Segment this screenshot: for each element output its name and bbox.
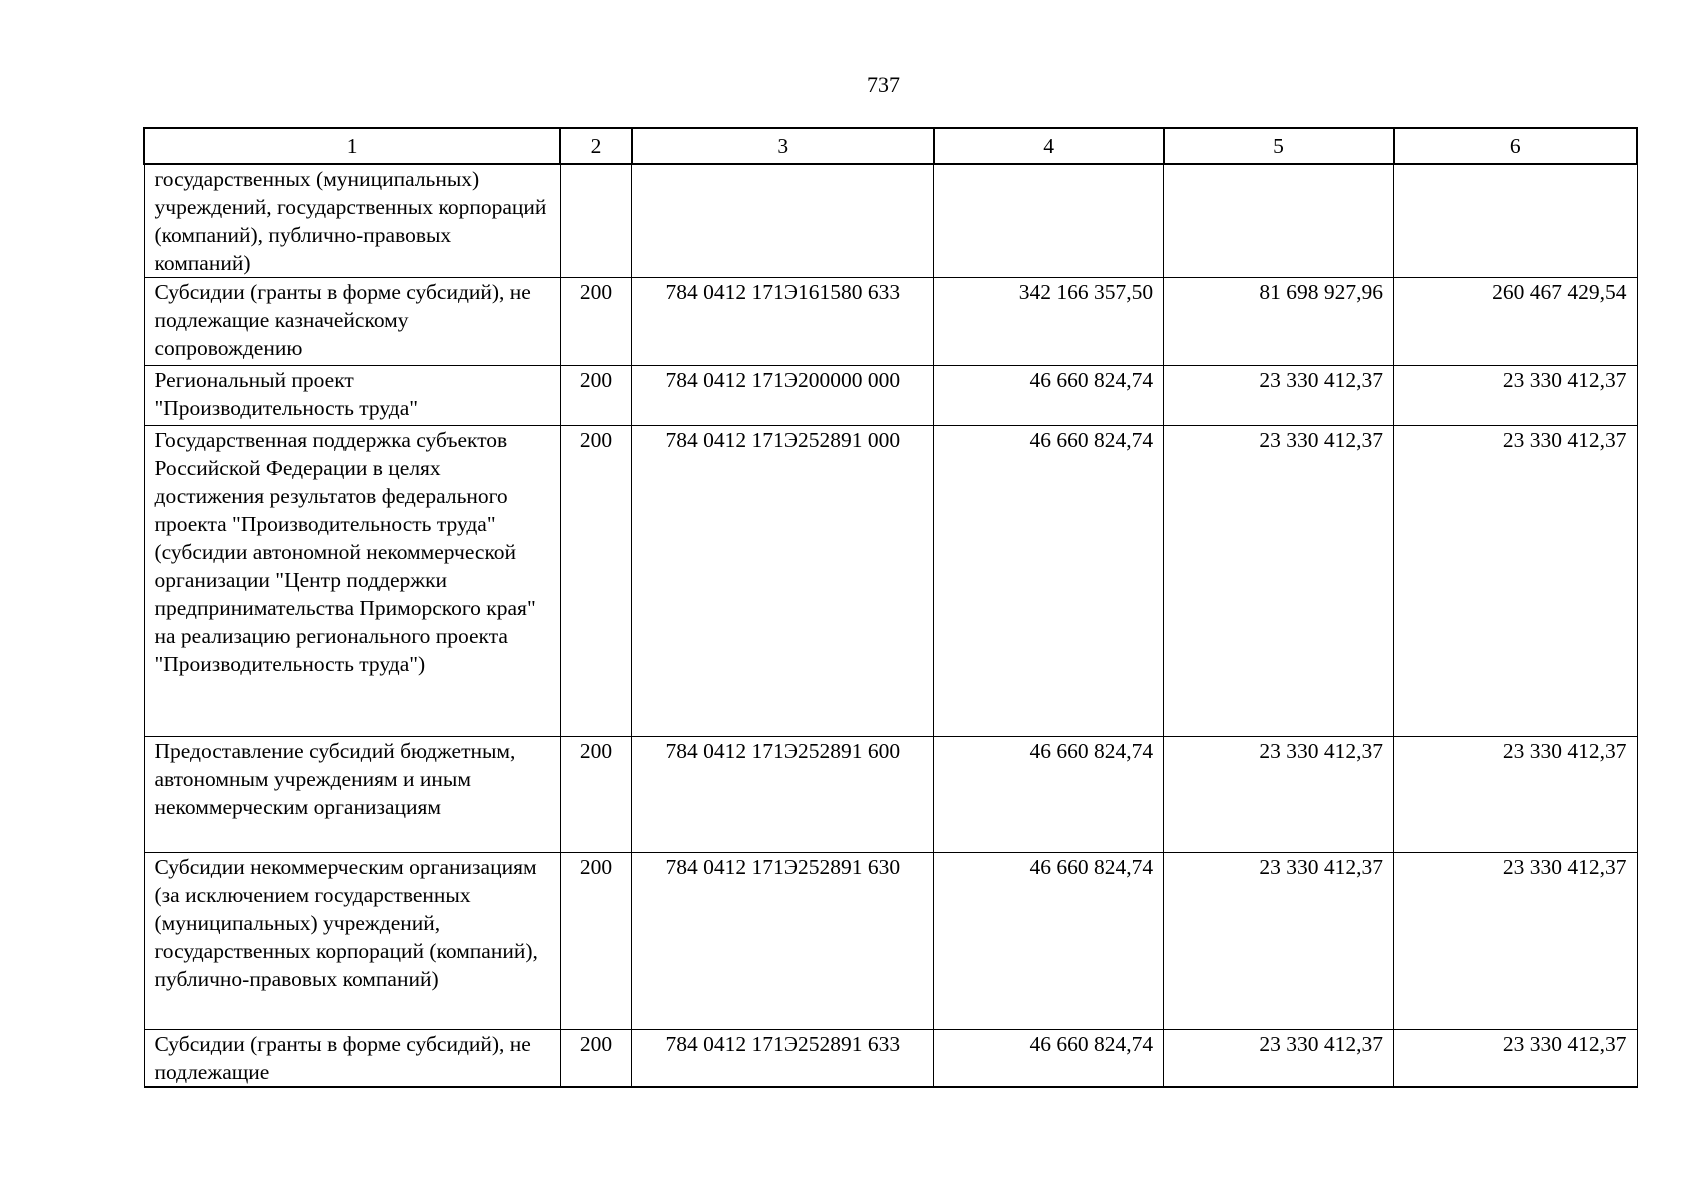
table-row — [144, 278, 1637, 366]
row-code: 784 0412 171Э252891 600 — [632, 737, 934, 853]
row-amount-6 — [1394, 164, 1638, 278]
row-section: 200 — [560, 853, 632, 1030]
row-code: 784 0412 171Э161580 633 — [632, 278, 934, 366]
row-amount-4: 46 660 824,74 — [934, 426, 1164, 737]
row-name: государственных (муниципальных) учреждений, государственных корпораций (компаний), публично-правовых компаний) — [144, 164, 560, 278]
row-amount-5: 23 330 412,37 — [1164, 426, 1394, 737]
row-code: 784 0412 171Э252891 630 — [632, 853, 934, 1030]
row-section: 200 — [560, 278, 632, 366]
header-col-2: 2 — [560, 128, 632, 164]
row-amount-6: 23 330 412,37 — [1394, 1030, 1638, 1088]
row-name: Субсидии (гранты в форме субсидий), не подлежащие казначейскому сопровождению — [144, 278, 560, 366]
row-code: 784 0412 171Э200000 000 — [632, 366, 934, 426]
row-name: Предоставление субсидий бюджетным, автономным учреждениям и иным некоммерческим организациям — [144, 737, 560, 853]
row-name: Субсидии некоммерческим организациям (за исключением государственных (муниципальных) учреждений, государственных корпораций (компаний), публично-правовых компаний) — [144, 853, 560, 1030]
row-amount-5: 23 330 412,37 — [1164, 1030, 1394, 1088]
row-amount-5: 81 698 927,96 — [1164, 278, 1394, 366]
table-row — [144, 1030, 1637, 1088]
row-amount-6: 23 330 412,37 — [1394, 853, 1638, 1030]
row-amount-4: 46 660 824,74 — [934, 853, 1164, 1030]
row-amount-5: 23 330 412,37 — [1164, 853, 1394, 1030]
row-name: Региональный проект "Производительность труда" — [144, 366, 560, 426]
table-header-row — [144, 128, 1637, 164]
table-row — [144, 426, 1637, 737]
row-section: 200 — [560, 366, 632, 426]
row-amount-5 — [1164, 164, 1394, 278]
row-amount-4: 342 166 357,50 — [934, 278, 1164, 366]
page-number: 737 — [867, 72, 900, 97]
row-section: 200 — [560, 1030, 632, 1088]
row-code: 784 0412 171Э252891 000 — [632, 426, 934, 737]
table-row — [144, 853, 1637, 1030]
row-name: Государственная поддержка субъектов Российской Федерации в целях достижения результатов федерального проекта "Производительность труда" (субсидии автономной некоммерческой организации "Центр поддержки предпринимательства Приморского края" на реализацию регионального проекта "Производительность труда") — [144, 426, 560, 737]
row-name: Субсидии (гранты в форме субсидий), не подлежащие — [144, 1030, 560, 1088]
row-amount-5: 23 330 412,37 — [1164, 737, 1394, 853]
row-amount-4 — [934, 164, 1164, 278]
row-section: 200 — [560, 426, 632, 737]
header-col-3: 3 — [632, 128, 934, 164]
budget-table — [143, 127, 1638, 1088]
header-col-1: 1 — [144, 128, 560, 164]
row-amount-6: 23 330 412,37 — [1394, 366, 1638, 426]
row-amount-4: 46 660 824,74 — [934, 737, 1164, 853]
row-amount-5: 23 330 412,37 — [1164, 366, 1394, 426]
row-amount-4: 46 660 824,74 — [934, 1030, 1164, 1088]
table-row — [144, 366, 1637, 426]
row-amount-6: 23 330 412,37 — [1394, 426, 1638, 737]
row-section: 200 — [560, 737, 632, 853]
header-col-5: 5 — [1164, 128, 1394, 164]
table-row — [144, 737, 1637, 853]
header-col-4: 4 — [934, 128, 1164, 164]
row-amount-4: 46 660 824,74 — [934, 366, 1164, 426]
row-section — [560, 164, 632, 278]
row-amount-6: 260 467 429,54 — [1394, 278, 1638, 366]
row-amount-6: 23 330 412,37 — [1394, 737, 1638, 853]
row-code — [632, 164, 934, 278]
table-row — [144, 164, 1637, 278]
header-col-6: 6 — [1394, 128, 1638, 164]
row-code: 784 0412 171Э252891 633 — [632, 1030, 934, 1088]
